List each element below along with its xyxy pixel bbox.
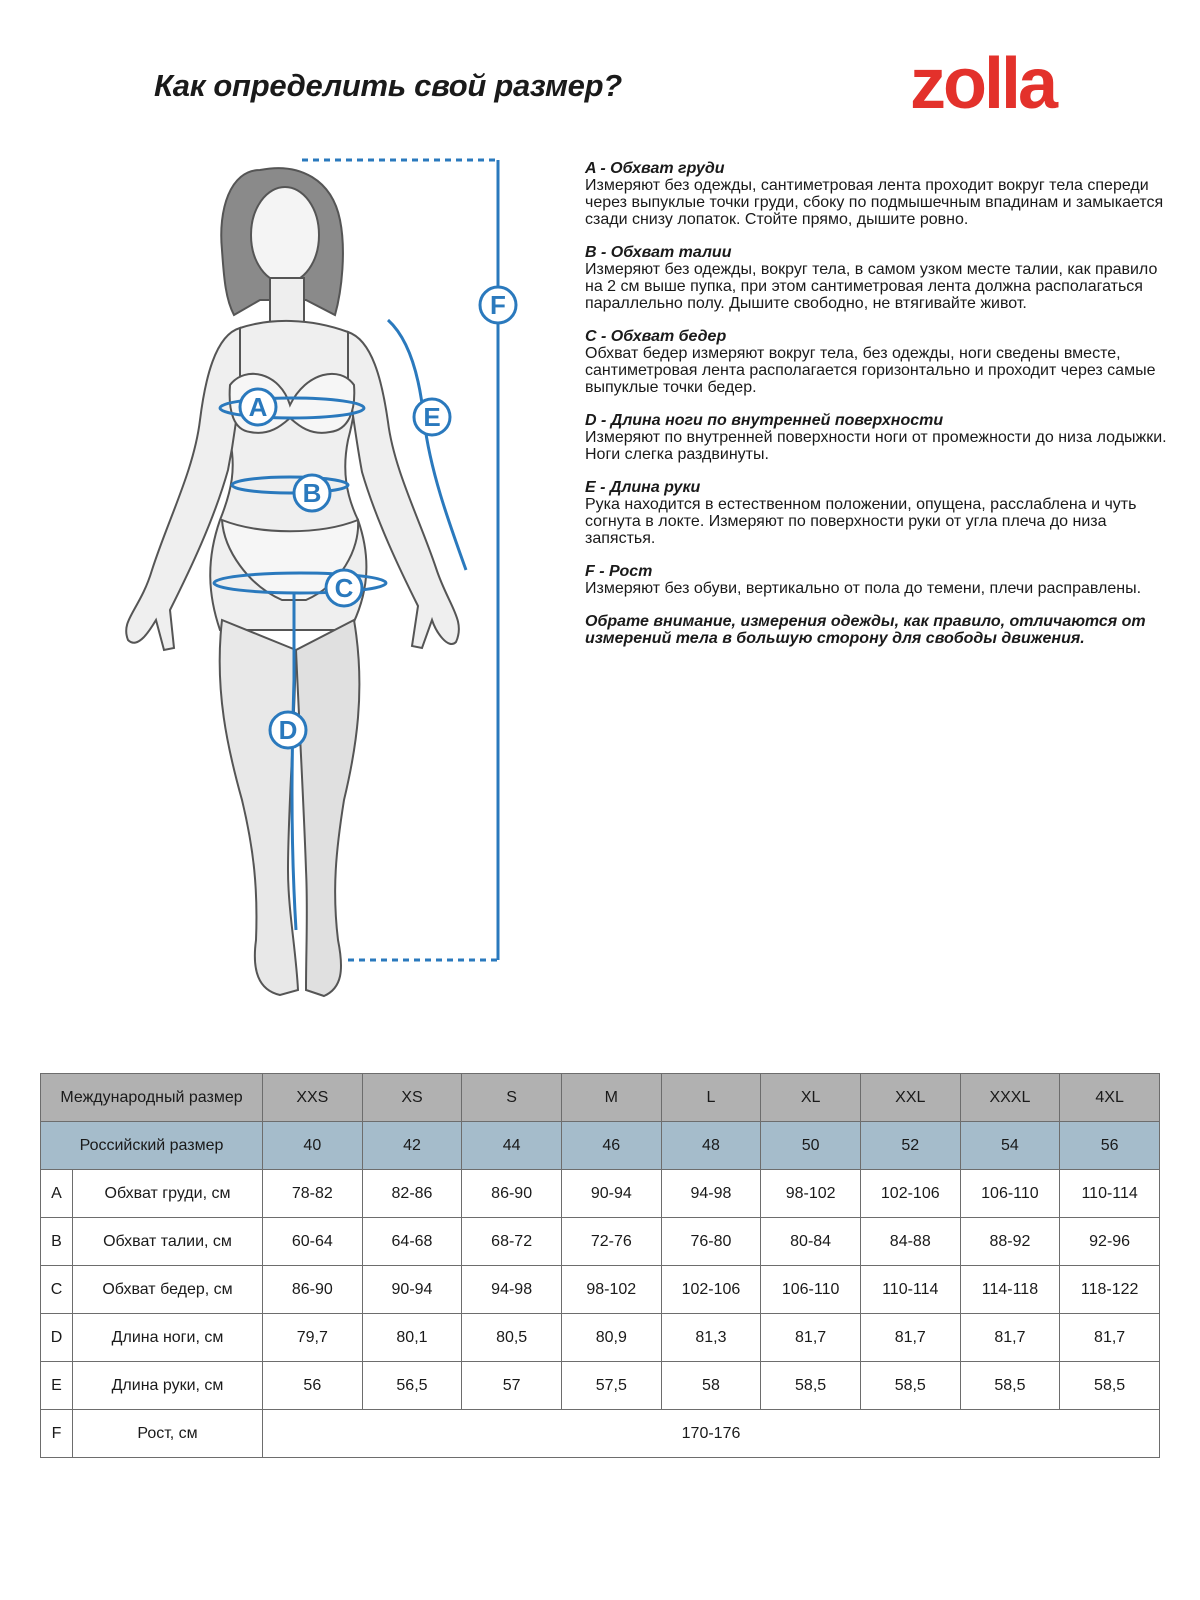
table-cell: 80,9 — [561, 1314, 661, 1362]
instruction-b — [585, 244, 1175, 312]
table-cell: 94-98 — [462, 1266, 562, 1314]
table-row-b — [41, 1218, 1160, 1266]
table-cell: 78-82 — [263, 1170, 363, 1218]
label-b-marker — [294, 475, 330, 511]
table-cell: 110-114 — [1060, 1170, 1160, 1218]
height-range-cell: 170-176 — [263, 1410, 1160, 1458]
table-cell: 80-84 — [761, 1218, 861, 1266]
table-cell: 84-88 — [860, 1218, 960, 1266]
instruction-text: Измеряют без одежды, вокруг тела, в самом узком месте талии, как правило на 2 см выше пупка, при этом сантиметровая лента должна располагаться параллельно полу. Дышите свободно, не втягивайте живот. — [585, 261, 1158, 312]
label-c-text: C — [334, 573, 354, 603]
row-letter: F — [41, 1410, 73, 1458]
rus-size-cell: 46 — [561, 1122, 661, 1170]
label-e-marker — [414, 399, 450, 435]
row-letter: A — [41, 1170, 73, 1218]
table-row-c — [41, 1266, 1160, 1314]
instruction-a — [585, 160, 1175, 228]
instruction-title: A - Обхват груди — [585, 160, 725, 177]
table-cell: 58,5 — [860, 1362, 960, 1410]
table-cell: 86-90 — [462, 1170, 562, 1218]
table-cell: 102-106 — [860, 1170, 960, 1218]
rus-size-label: Российский размер — [41, 1122, 263, 1170]
woman-silhouette-illustration — [110, 150, 540, 1030]
table-cell: 81,3 — [661, 1314, 761, 1362]
intl-size-cell: M — [561, 1074, 661, 1122]
table-cell: 102-106 — [661, 1266, 761, 1314]
table-cell: 114-118 — [960, 1266, 1060, 1314]
table-cell: 68-72 — [462, 1218, 562, 1266]
table-cell: 98-102 — [761, 1170, 861, 1218]
instruction-title: F - Рост — [585, 563, 653, 580]
instruction-title: E - Длина руки — [585, 479, 701, 496]
instruction-d — [585, 412, 1175, 463]
intl-size-cell: XL — [761, 1074, 861, 1122]
table-cell: 56 — [263, 1362, 363, 1410]
instruction-text: Рука находится в естественном положении, опущена, расслаблена и чуть согнута в локте. Измеряют по поверхности руки от угла плеча до низа запястья. — [585, 496, 1137, 547]
table-cell: 57,5 — [561, 1362, 661, 1410]
table-cell: 90-94 — [362, 1266, 462, 1314]
row-label: Обхват талии, см — [73, 1218, 263, 1266]
intl-size-cell: XS — [362, 1074, 462, 1122]
label-b-text: B — [302, 478, 322, 508]
row-label: Длина ноги, см — [73, 1314, 263, 1362]
table-cell: 110-114 — [860, 1266, 960, 1314]
row-letter: B — [41, 1218, 73, 1266]
table-cell: 106-110 — [761, 1266, 861, 1314]
label-d-text: D — [278, 715, 298, 745]
table-cell: 57 — [462, 1362, 562, 1410]
intl-size-row — [41, 1074, 1160, 1122]
table-cell: 90-94 — [561, 1170, 661, 1218]
row-label: Обхват бедер, см — [73, 1266, 263, 1314]
table-cell: 58,5 — [960, 1362, 1060, 1410]
row-letter: D — [41, 1314, 73, 1362]
label-f-text: F — [490, 290, 506, 320]
instruction-text: Измеряют без одежды, сантиметровая лента проходит вокруг тела спереди через выпуклые точки груди, сбоку по подмышечным впадинам и замыкается сзади снизу лопаток. Стойте прямо, дышите ровно. — [585, 177, 1164, 228]
table-cell: 64-68 — [362, 1218, 462, 1266]
table-cell: 81,7 — [1060, 1314, 1160, 1362]
row-label: Обхват груди, см — [73, 1170, 263, 1218]
table-cell: 88-92 — [960, 1218, 1060, 1266]
instruction-title: C - Обхват бедер — [585, 328, 727, 345]
rus-size-cell: 42 — [362, 1122, 462, 1170]
table-cell: 79,7 — [263, 1314, 363, 1362]
table-cell: 82-86 — [362, 1170, 462, 1218]
table-cell: 56,5 — [362, 1362, 462, 1410]
label-f-marker — [480, 287, 516, 323]
body-measurement-figure — [110, 150, 540, 1030]
intl-size-cell: 4XL — [1060, 1074, 1160, 1122]
instruction-f — [585, 563, 1175, 597]
table-cell: 72-76 — [561, 1218, 661, 1266]
rus-size-cell: 50 — [761, 1122, 861, 1170]
table-cell: 86-90 — [263, 1266, 363, 1314]
rus-size-row — [41, 1122, 1160, 1170]
rus-size-cell: 48 — [661, 1122, 761, 1170]
measurement-instructions — [585, 160, 1175, 647]
table-row-a — [41, 1170, 1160, 1218]
table-row-d — [41, 1314, 1160, 1362]
table-cell: 106-110 — [960, 1170, 1060, 1218]
rus-size-cell: 44 — [462, 1122, 562, 1170]
size-table — [40, 1073, 1160, 1458]
table-cell: 58,5 — [761, 1362, 861, 1410]
label-d-marker — [270, 712, 306, 748]
table-cell: 81,7 — [761, 1314, 861, 1362]
leg-line-d — [292, 592, 296, 930]
instruction-text: Измеряют без обуви, вертикально от пола до темени, плечи расправлены. — [585, 580, 1142, 597]
rus-size-cell: 52 — [860, 1122, 960, 1170]
table-cell: 80,1 — [362, 1314, 462, 1362]
table-cell: 81,7 — [960, 1314, 1060, 1362]
table-cell: 81,7 — [860, 1314, 960, 1362]
instruction-e — [585, 479, 1175, 547]
intl-size-label: Международный размер — [41, 1074, 263, 1122]
rus-size-cell: 54 — [960, 1122, 1060, 1170]
table-cell: 60-64 — [263, 1218, 363, 1266]
instruction-title: B - Обхват талии — [585, 244, 732, 261]
instruction-c — [585, 328, 1175, 396]
brand-logo: zolla — [910, 44, 1056, 124]
rus-size-cell: 56 — [1060, 1122, 1160, 1170]
table-cell: 98-102 — [561, 1266, 661, 1314]
intl-size-cell: XXL — [860, 1074, 960, 1122]
table-row-f — [41, 1410, 1160, 1458]
instruction-text: Обхват бедер измеряют вокруг тела, без одежды, ноги сведены вместе, сантиметровая лента располагается горизонтально и проходит через самые выпуклые точки бедер. — [585, 345, 1156, 396]
row-letter: C — [41, 1266, 73, 1314]
row-letter: E — [41, 1362, 73, 1410]
table-cell: 80,5 — [462, 1314, 562, 1362]
table-cell: 94-98 — [661, 1170, 761, 1218]
table-cell: 76-80 — [661, 1218, 761, 1266]
instruction-title: D - Длина ноги по внутренней поверхности — [585, 412, 944, 429]
table-cell: 58 — [661, 1362, 761, 1410]
instruction-text: Измеряют по внутренней поверхности ноги от промежности до низа лодыжки. Ноги слегка раздвинуты. — [585, 429, 1167, 463]
rus-size-cell: 40 — [263, 1122, 363, 1170]
table-row-e — [41, 1362, 1160, 1410]
label-c-marker — [326, 570, 362, 606]
page-title: Как определить свой размер? — [154, 68, 622, 103]
label-a-text: A — [248, 392, 268, 422]
intl-size-cell: L — [661, 1074, 761, 1122]
table-cell: 92-96 — [1060, 1218, 1160, 1266]
label-e-text: E — [423, 402, 441, 432]
row-label: Рост, см — [73, 1410, 263, 1458]
table-cell: 58,5 — [1060, 1362, 1160, 1410]
row-label: Длина руки, см — [73, 1362, 263, 1410]
intl-size-cell: XXXL — [960, 1074, 1060, 1122]
label-a-marker — [240, 389, 276, 425]
intl-size-cell: S — [462, 1074, 562, 1122]
intl-size-cell: XXS — [263, 1074, 363, 1122]
table-cell: 118-122 — [1060, 1266, 1160, 1314]
clothing-note: Обрате внимание, измерения одежды, как правило, отличаются от измерений тела в большую сторону для свободы движения. — [585, 613, 1146, 647]
